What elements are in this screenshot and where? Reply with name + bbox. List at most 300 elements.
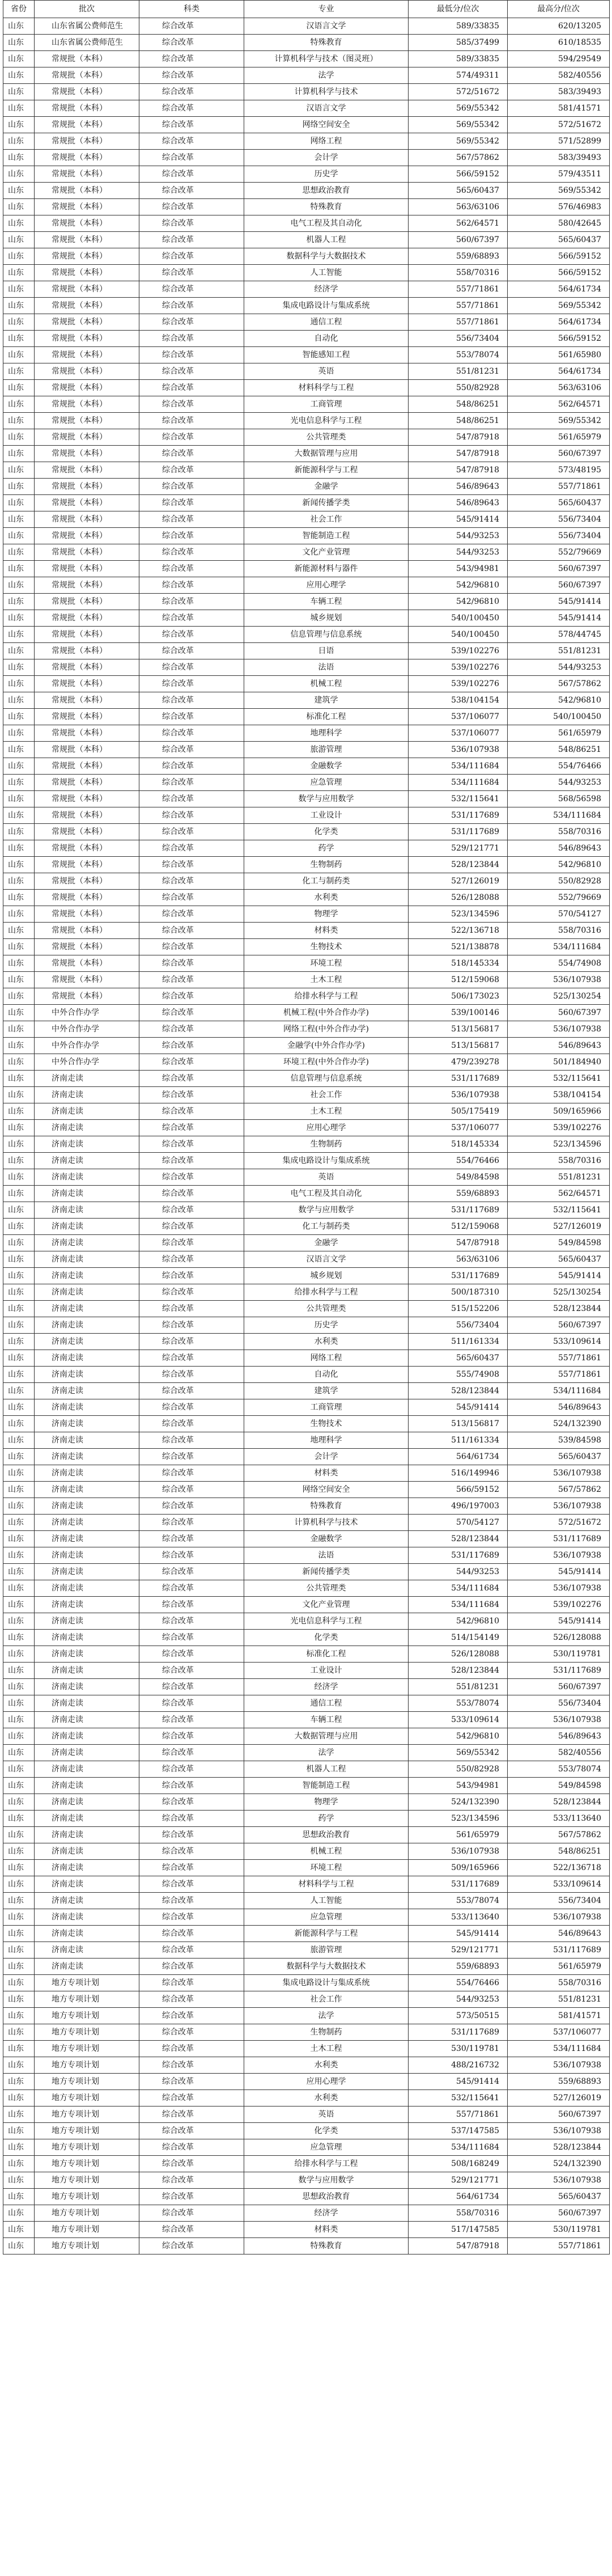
cell-major: 旅游管理 <box>244 742 409 758</box>
cell-max-score-rank: 544/93253 <box>508 659 610 676</box>
cell-max-score-rank: 536/107938 <box>508 1498 610 1515</box>
table-row <box>3 988 610 1005</box>
table-row <box>3 1712 610 1728</box>
cell-major: 金融学 <box>244 1235 409 1251</box>
cell-batch: 济南走读 <box>35 1071 139 1087</box>
cell-min-score-rank: 537/147585 <box>409 2123 508 2139</box>
cell-category: 综合改革 <box>139 1876 244 1893</box>
cell-category: 综合改革 <box>139 627 244 643</box>
table-row <box>3 939 610 955</box>
cell-min-score-rank: 542/96810 <box>409 1613 508 1630</box>
cell-category: 综合改革 <box>139 709 244 725</box>
cell-major: 标准化工程 <box>244 709 409 725</box>
cell-category: 综合改革 <box>139 1646 244 1663</box>
cell-max-score-rank: 531/117689 <box>508 1663 610 1679</box>
cell-batch: 济南走读 <box>35 1284 139 1301</box>
cell-province: 山东 <box>3 133 35 150</box>
cell-province: 山东 <box>3 1893 35 1909</box>
cell-batch: 常规批（本科） <box>35 758 139 775</box>
cell-major: 环境工程 <box>244 955 409 972</box>
cell-major: 金融学 <box>244 479 409 495</box>
cell-major: 化工与制药类 <box>244 1219 409 1235</box>
cell-min-score-rank: 557/71861 <box>409 2107 508 2123</box>
cell-major: 公共管理类 <box>244 1580 409 1597</box>
cell-batch: 地方专项计划 <box>35 2238 139 2254</box>
cell-major: 生物技术 <box>244 939 409 955</box>
cell-min-score-rank: 569/55342 <box>409 1745 508 1761</box>
table-row <box>3 1416 610 1432</box>
cell-min-score-rank: 565/60437 <box>409 183 508 199</box>
cell-province: 山东 <box>3 890 35 906</box>
cell-max-score-rank: 565/60437 <box>508 495 610 511</box>
cell-max-score-rank: 550/82928 <box>508 873 610 890</box>
cell-max-score-rank: 560/67397 <box>508 2107 610 2123</box>
cell-category: 综合改革 <box>139 347 244 363</box>
table-row <box>3 2024 610 2041</box>
cell-major: 智能制造工程 <box>244 528 409 544</box>
cell-batch: 常规批（本科） <box>35 51 139 67</box>
table-header <box>3 1 610 18</box>
cell-category: 综合改革 <box>139 1449 244 1465</box>
cell-category: 综合改革 <box>139 314 244 331</box>
cell-batch: 常规批（本科） <box>35 676 139 692</box>
cell-category: 综合改革 <box>139 1202 244 1219</box>
cell-province: 山东 <box>3 18 35 35</box>
cell-category: 综合改革 <box>139 100 244 117</box>
cell-batch: 济南走读 <box>35 1350 139 1367</box>
table-row <box>3 1695 610 1712</box>
cell-province: 山东 <box>3 298 35 314</box>
cell-category: 综合改革 <box>139 1695 244 1712</box>
cell-batch: 常规批（本科） <box>35 873 139 890</box>
cell-batch: 常规批（本科） <box>35 857 139 873</box>
table-row <box>3 1646 610 1663</box>
cell-min-score-rank: 554/76466 <box>409 1153 508 1169</box>
cell-province: 山东 <box>3 2008 35 2024</box>
cell-batch: 常规批（本科） <box>35 495 139 511</box>
cell-max-score-rank: 578/44745 <box>508 627 610 643</box>
admission-score-table <box>3 0 610 2254</box>
cell-category: 综合改革 <box>139 577 244 594</box>
cell-major: 特殊教育 <box>244 2238 409 2254</box>
cell-major: 给排水科学与工程 <box>244 1284 409 1301</box>
header-max-score-rank: 最高分/位次 <box>508 1 610 18</box>
cell-batch: 常规批（本科） <box>35 594 139 610</box>
table-row <box>3 610 610 627</box>
cell-major: 特殊教育 <box>244 199 409 215</box>
cell-province: 山东 <box>3 1794 35 1811</box>
cell-major: 给排水科学与工程 <box>244 2156 409 2172</box>
table-row <box>3 1399 610 1416</box>
cell-batch: 山东省属公费师范生 <box>35 18 139 35</box>
table-row <box>3 133 610 150</box>
cell-category: 综合改革 <box>139 479 244 495</box>
cell-category: 综合改革 <box>139 775 244 791</box>
cell-province: 山东 <box>3 331 35 347</box>
header-batch: 批次 <box>35 1 139 18</box>
cell-batch: 济南走读 <box>35 1745 139 1761</box>
cell-major: 社会工作 <box>244 511 409 528</box>
cell-max-score-rank: 566/59152 <box>508 248 610 265</box>
cell-province: 山东 <box>3 1482 35 1498</box>
cell-category: 综合改革 <box>139 1975 244 1991</box>
cell-min-score-rank: 544/93253 <box>409 1991 508 2008</box>
cell-min-score-rank: 562/64571 <box>409 215 508 232</box>
table-row <box>3 314 610 331</box>
cell-max-score-rank: 569/55342 <box>508 298 610 314</box>
cell-major: 人工智能 <box>244 1893 409 1909</box>
cell-batch: 常规批（本科） <box>35 396 139 413</box>
cell-major: 生物技术 <box>244 1416 409 1432</box>
cell-province: 山东 <box>3 2123 35 2139</box>
cell-max-score-rank: 554/76466 <box>508 758 610 775</box>
cell-min-score-rank: 532/115641 <box>409 2090 508 2107</box>
cell-min-score-rank: 569/55342 <box>409 100 508 117</box>
cell-category: 综合改革 <box>139 840 244 857</box>
cell-batch: 地方专项计划 <box>35 2139 139 2156</box>
table-row <box>3 1778 610 1794</box>
cell-batch: 济南走读 <box>35 1580 139 1597</box>
cell-province: 山东 <box>3 939 35 955</box>
table-row <box>3 824 610 840</box>
cell-category: 综合改革 <box>139 1383 244 1399</box>
cell-batch: 常规批（本科） <box>35 199 139 215</box>
cell-category: 综合改革 <box>139 2156 244 2172</box>
cell-province: 山东 <box>3 873 35 890</box>
cell-min-score-rank: 544/93253 <box>409 528 508 544</box>
cell-province: 山东 <box>3 1383 35 1399</box>
cell-category: 综合改革 <box>139 988 244 1005</box>
cell-province: 山东 <box>3 462 35 479</box>
cell-category: 综合改革 <box>139 1959 244 1975</box>
cell-province: 山东 <box>3 1728 35 1745</box>
cell-max-score-rank: 567/57862 <box>508 1827 610 1843</box>
cell-min-score-rank: 534/111684 <box>409 775 508 791</box>
cell-max-score-rank: 549/84598 <box>508 1778 610 1794</box>
cell-major: 土木工程 <box>244 2041 409 2057</box>
cell-batch: 济南走读 <box>35 1547 139 1564</box>
table-row <box>3 462 610 479</box>
cell-min-score-rank: 527/126019 <box>409 873 508 890</box>
cell-major: 应急管理 <box>244 1909 409 1926</box>
table-row <box>3 363 610 380</box>
cell-max-score-rank: 562/64571 <box>508 396 610 413</box>
cell-max-score-rank: 546/89643 <box>508 1926 610 1942</box>
cell-min-score-rank: 546/89643 <box>409 479 508 495</box>
table-row <box>3 659 610 676</box>
cell-max-score-rank: 509/165966 <box>508 1103 610 1120</box>
cell-major: 社会工作 <box>244 1991 409 2008</box>
cell-province: 山东 <box>3 610 35 627</box>
table-row <box>3 955 610 972</box>
cell-max-score-rank: 553/78074 <box>508 1761 610 1778</box>
table-row <box>3 561 610 577</box>
cell-max-score-rank: 561/65980 <box>508 347 610 363</box>
table-row <box>3 857 610 873</box>
table-row <box>3 709 610 725</box>
cell-major: 数据科学与大数据技术 <box>244 248 409 265</box>
cell-max-score-rank: 561/65979 <box>508 429 610 446</box>
cell-category: 综合改革 <box>139 1942 244 1959</box>
cell-category: 综合改革 <box>139 2008 244 2024</box>
cell-min-score-rank: 547/87918 <box>409 462 508 479</box>
cell-max-score-rank: 551/81231 <box>508 1169 610 1186</box>
cell-category: 综合改革 <box>139 462 244 479</box>
cell-category: 综合改革 <box>139 331 244 347</box>
cell-province: 山东 <box>3 380 35 396</box>
cell-min-score-rank: 537/106077 <box>409 725 508 742</box>
cell-major: 建筑学 <box>244 1383 409 1399</box>
cell-province: 山东 <box>3 67 35 84</box>
cell-province: 山东 <box>3 692 35 709</box>
cell-province: 山东 <box>3 1811 35 1827</box>
cell-major: 应急管理 <box>244 2139 409 2156</box>
cell-max-score-rank: 545/91414 <box>508 1268 610 1284</box>
cell-province: 山东 <box>3 281 35 298</box>
cell-max-score-rank: 565/60437 <box>508 1449 610 1465</box>
cell-province: 山东 <box>3 314 35 331</box>
cell-province: 山东 <box>3 248 35 265</box>
cell-batch: 济南走读 <box>35 1597 139 1613</box>
cell-category: 综合改革 <box>139 1071 244 1087</box>
cell-province: 山东 <box>3 561 35 577</box>
cell-max-score-rank: 540/100450 <box>508 709 610 725</box>
cell-min-score-rank: 556/73404 <box>409 1317 508 1334</box>
cell-max-score-rank: 582/40556 <box>508 67 610 84</box>
cell-category: 综合改革 <box>139 890 244 906</box>
table-row <box>3 2156 610 2172</box>
cell-province: 山东 <box>3 1860 35 1876</box>
cell-max-score-rank: 557/71861 <box>508 1367 610 1383</box>
cell-batch: 常规批（本科） <box>35 363 139 380</box>
table-row <box>3 775 610 791</box>
cell-category: 综合改革 <box>139 1794 244 1811</box>
table-row <box>3 1613 610 1630</box>
cell-batch: 地方专项计划 <box>35 2107 139 2123</box>
cell-max-score-rank: 548/86251 <box>508 742 610 758</box>
table-row <box>3 331 610 347</box>
cell-category: 综合改革 <box>139 1317 244 1334</box>
cell-max-score-rank: 560/67397 <box>508 1317 610 1334</box>
cell-min-score-rank: 517/147585 <box>409 2222 508 2238</box>
cell-major: 给排水科学与工程 <box>244 988 409 1005</box>
cell-province: 山东 <box>3 1942 35 1959</box>
cell-min-score-rank: 528/123844 <box>409 1383 508 1399</box>
cell-batch: 常规批（本科） <box>35 725 139 742</box>
cell-province: 山东 <box>3 2139 35 2156</box>
cell-major: 计算机科学与技术 <box>244 1515 409 1531</box>
table-row <box>3 1021 610 1038</box>
cell-min-score-rank: 567/57862 <box>409 150 508 166</box>
cell-major: 集成电路设计与集成系统 <box>244 1975 409 1991</box>
cell-province: 山东 <box>3 396 35 413</box>
cell-batch: 常规批（本科） <box>35 577 139 594</box>
cell-province: 山东 <box>3 150 35 166</box>
cell-max-score-rank: 566/59152 <box>508 265 610 281</box>
cell-major: 土木工程 <box>244 972 409 988</box>
cell-category: 综合改革 <box>139 232 244 248</box>
table-row <box>3 1071 610 1087</box>
cell-max-score-rank: 546/89643 <box>508 1728 610 1745</box>
cell-min-score-rank: 506/173023 <box>409 988 508 1005</box>
table-row <box>3 1547 610 1564</box>
cell-province: 山东 <box>3 627 35 643</box>
table-row <box>3 2057 610 2074</box>
cell-max-score-rank: 545/91414 <box>508 594 610 610</box>
cell-batch: 中外合作办学 <box>35 1021 139 1038</box>
cell-batch: 地方专项计划 <box>35 2074 139 2090</box>
cell-province: 山东 <box>3 2172 35 2189</box>
cell-max-score-rank: 580/42645 <box>508 215 610 232</box>
cell-max-score-rank: 610/18535 <box>508 35 610 51</box>
cell-min-score-rank: 539/102276 <box>409 659 508 676</box>
cell-batch: 常规批（本科） <box>35 331 139 347</box>
cell-province: 山东 <box>3 577 35 594</box>
cell-min-score-rank: 533/109614 <box>409 1712 508 1728</box>
cell-max-score-rank: 567/57862 <box>508 1482 610 1498</box>
cell-category: 综合改革 <box>139 1498 244 1515</box>
table-row <box>3 35 610 51</box>
cell-major: 思想政治教育 <box>244 2189 409 2205</box>
cell-batch: 济南走读 <box>35 1219 139 1235</box>
table-row <box>3 1843 610 1860</box>
cell-min-score-rank: 529/121771 <box>409 2172 508 2189</box>
table-row <box>3 2123 610 2139</box>
table-row <box>3 1811 610 1827</box>
cell-category: 综合改革 <box>139 1860 244 1876</box>
cell-major: 旅游管理 <box>244 1942 409 1959</box>
cell-max-score-rank: 572/51672 <box>508 1515 610 1531</box>
cell-major: 历史学 <box>244 166 409 183</box>
cell-max-score-rank: 545/91414 <box>508 610 610 627</box>
cell-min-score-rank: 479/239278 <box>409 1054 508 1071</box>
cell-max-score-rank: 556/73404 <box>508 528 610 544</box>
table-row <box>3 1383 610 1399</box>
cell-min-score-rank: 549/84598 <box>409 1169 508 1186</box>
table-row <box>3 577 610 594</box>
cell-max-score-rank: 573/48195 <box>508 462 610 479</box>
cell-category: 综合改革 <box>139 758 244 775</box>
cell-province: 山东 <box>3 1564 35 1580</box>
table-row <box>3 1515 610 1531</box>
cell-max-score-rank: 536/107938 <box>508 2123 610 2139</box>
cell-category: 综合改革 <box>139 446 244 462</box>
cell-category: 综合改革 <box>139 659 244 676</box>
cell-max-score-rank: 563/63106 <box>508 380 610 396</box>
cell-min-score-rank: 529/121771 <box>409 840 508 857</box>
cell-province: 山东 <box>3 2205 35 2222</box>
cell-category: 综合改革 <box>139 1564 244 1580</box>
cell-max-score-rank: 564/61734 <box>508 314 610 331</box>
table-row <box>3 1827 610 1843</box>
cell-category: 综合改革 <box>139 1778 244 1794</box>
cell-batch: 常规批（本科） <box>35 133 139 150</box>
table-row <box>3 1482 610 1498</box>
table-row <box>3 2041 610 2057</box>
table-row <box>3 2139 610 2156</box>
cell-category: 综合改革 <box>139 363 244 380</box>
table-row <box>3 1630 610 1646</box>
cell-max-score-rank: 524/132390 <box>508 1416 610 1432</box>
cell-batch: 地方专项计划 <box>35 1991 139 2008</box>
cell-min-score-rank: 531/117689 <box>409 1876 508 1893</box>
cell-batch: 常规批（本科） <box>35 939 139 955</box>
cell-province: 山东 <box>3 84 35 100</box>
cell-major: 智能感知工程 <box>244 347 409 363</box>
cell-max-score-rank: 536/107938 <box>508 2172 610 2189</box>
cell-province: 山东 <box>3 363 35 380</box>
cell-province: 山东 <box>3 1630 35 1646</box>
cell-max-score-rank: 533/109614 <box>508 1876 610 1893</box>
cell-major: 应急管理 <box>244 775 409 791</box>
cell-batch: 济南走读 <box>35 1909 139 1926</box>
cell-province: 山东 <box>3 1136 35 1153</box>
cell-max-score-rank: 532/115641 <box>508 1202 610 1219</box>
cell-major: 网络工程(中外合作办学) <box>244 1021 409 1038</box>
cell-major: 网络空间安全 <box>244 117 409 133</box>
cell-min-score-rank: 511/161334 <box>409 1432 508 1449</box>
cell-batch: 常规批（本科） <box>35 824 139 840</box>
cell-max-score-rank: 594/29549 <box>508 51 610 67</box>
table-row <box>3 1153 610 1169</box>
table-row <box>3 1975 610 1991</box>
cell-batch: 济南走读 <box>35 1778 139 1794</box>
cell-major: 特殊教育 <box>244 1498 409 1515</box>
cell-min-score-rank: 536/107938 <box>409 1843 508 1860</box>
cell-batch: 常规批（本科） <box>35 117 139 133</box>
cell-min-score-rank: 564/61734 <box>409 1449 508 1465</box>
cell-max-score-rank: 527/126019 <box>508 2090 610 2107</box>
cell-major: 通信工程 <box>244 314 409 331</box>
table-row <box>3 479 610 495</box>
table-row <box>3 1465 610 1482</box>
cell-batch: 常规批（本科） <box>35 890 139 906</box>
table-row <box>3 972 610 988</box>
cell-category: 综合改革 <box>139 166 244 183</box>
cell-max-score-rank: 620/13205 <box>508 18 610 35</box>
cell-category: 综合改革 <box>139 1350 244 1367</box>
cell-batch: 济南走读 <box>35 1843 139 1860</box>
cell-batch: 常规批（本科） <box>35 281 139 298</box>
cell-category: 综合改革 <box>139 2107 244 2123</box>
cell-category: 综合改革 <box>139 1284 244 1301</box>
table-row <box>3 906 610 923</box>
cell-max-score-rank: 565/60437 <box>508 1251 610 1268</box>
cell-batch: 济南走读 <box>35 1235 139 1251</box>
cell-category: 综合改革 <box>139 248 244 265</box>
cell-province: 山东 <box>3 1580 35 1597</box>
cell-max-score-rank: 539/84598 <box>508 1432 610 1449</box>
cell-province: 山东 <box>3 1498 35 1515</box>
cell-major: 新能源材料与器件 <box>244 561 409 577</box>
cell-min-score-rank: 509/165966 <box>409 1860 508 1876</box>
cell-province: 山东 <box>3 1679 35 1695</box>
cell-max-score-rank: 546/89643 <box>508 1038 610 1054</box>
cell-category: 综合改革 <box>139 413 244 429</box>
cell-province: 山东 <box>3 2057 35 2074</box>
cell-min-score-rank: 534/111684 <box>409 1597 508 1613</box>
cell-batch: 常规批（本科） <box>35 692 139 709</box>
cell-major: 英语 <box>244 1169 409 1186</box>
cell-major: 汉语言文学 <box>244 18 409 35</box>
table-row <box>3 676 610 692</box>
cell-category: 综合改革 <box>139 824 244 840</box>
table-row <box>3 2222 610 2238</box>
cell-category: 综合改革 <box>139 1843 244 1860</box>
cell-major: 工业设计 <box>244 1663 409 1679</box>
table-row <box>3 248 610 265</box>
cell-min-score-rank: 512/159068 <box>409 972 508 988</box>
